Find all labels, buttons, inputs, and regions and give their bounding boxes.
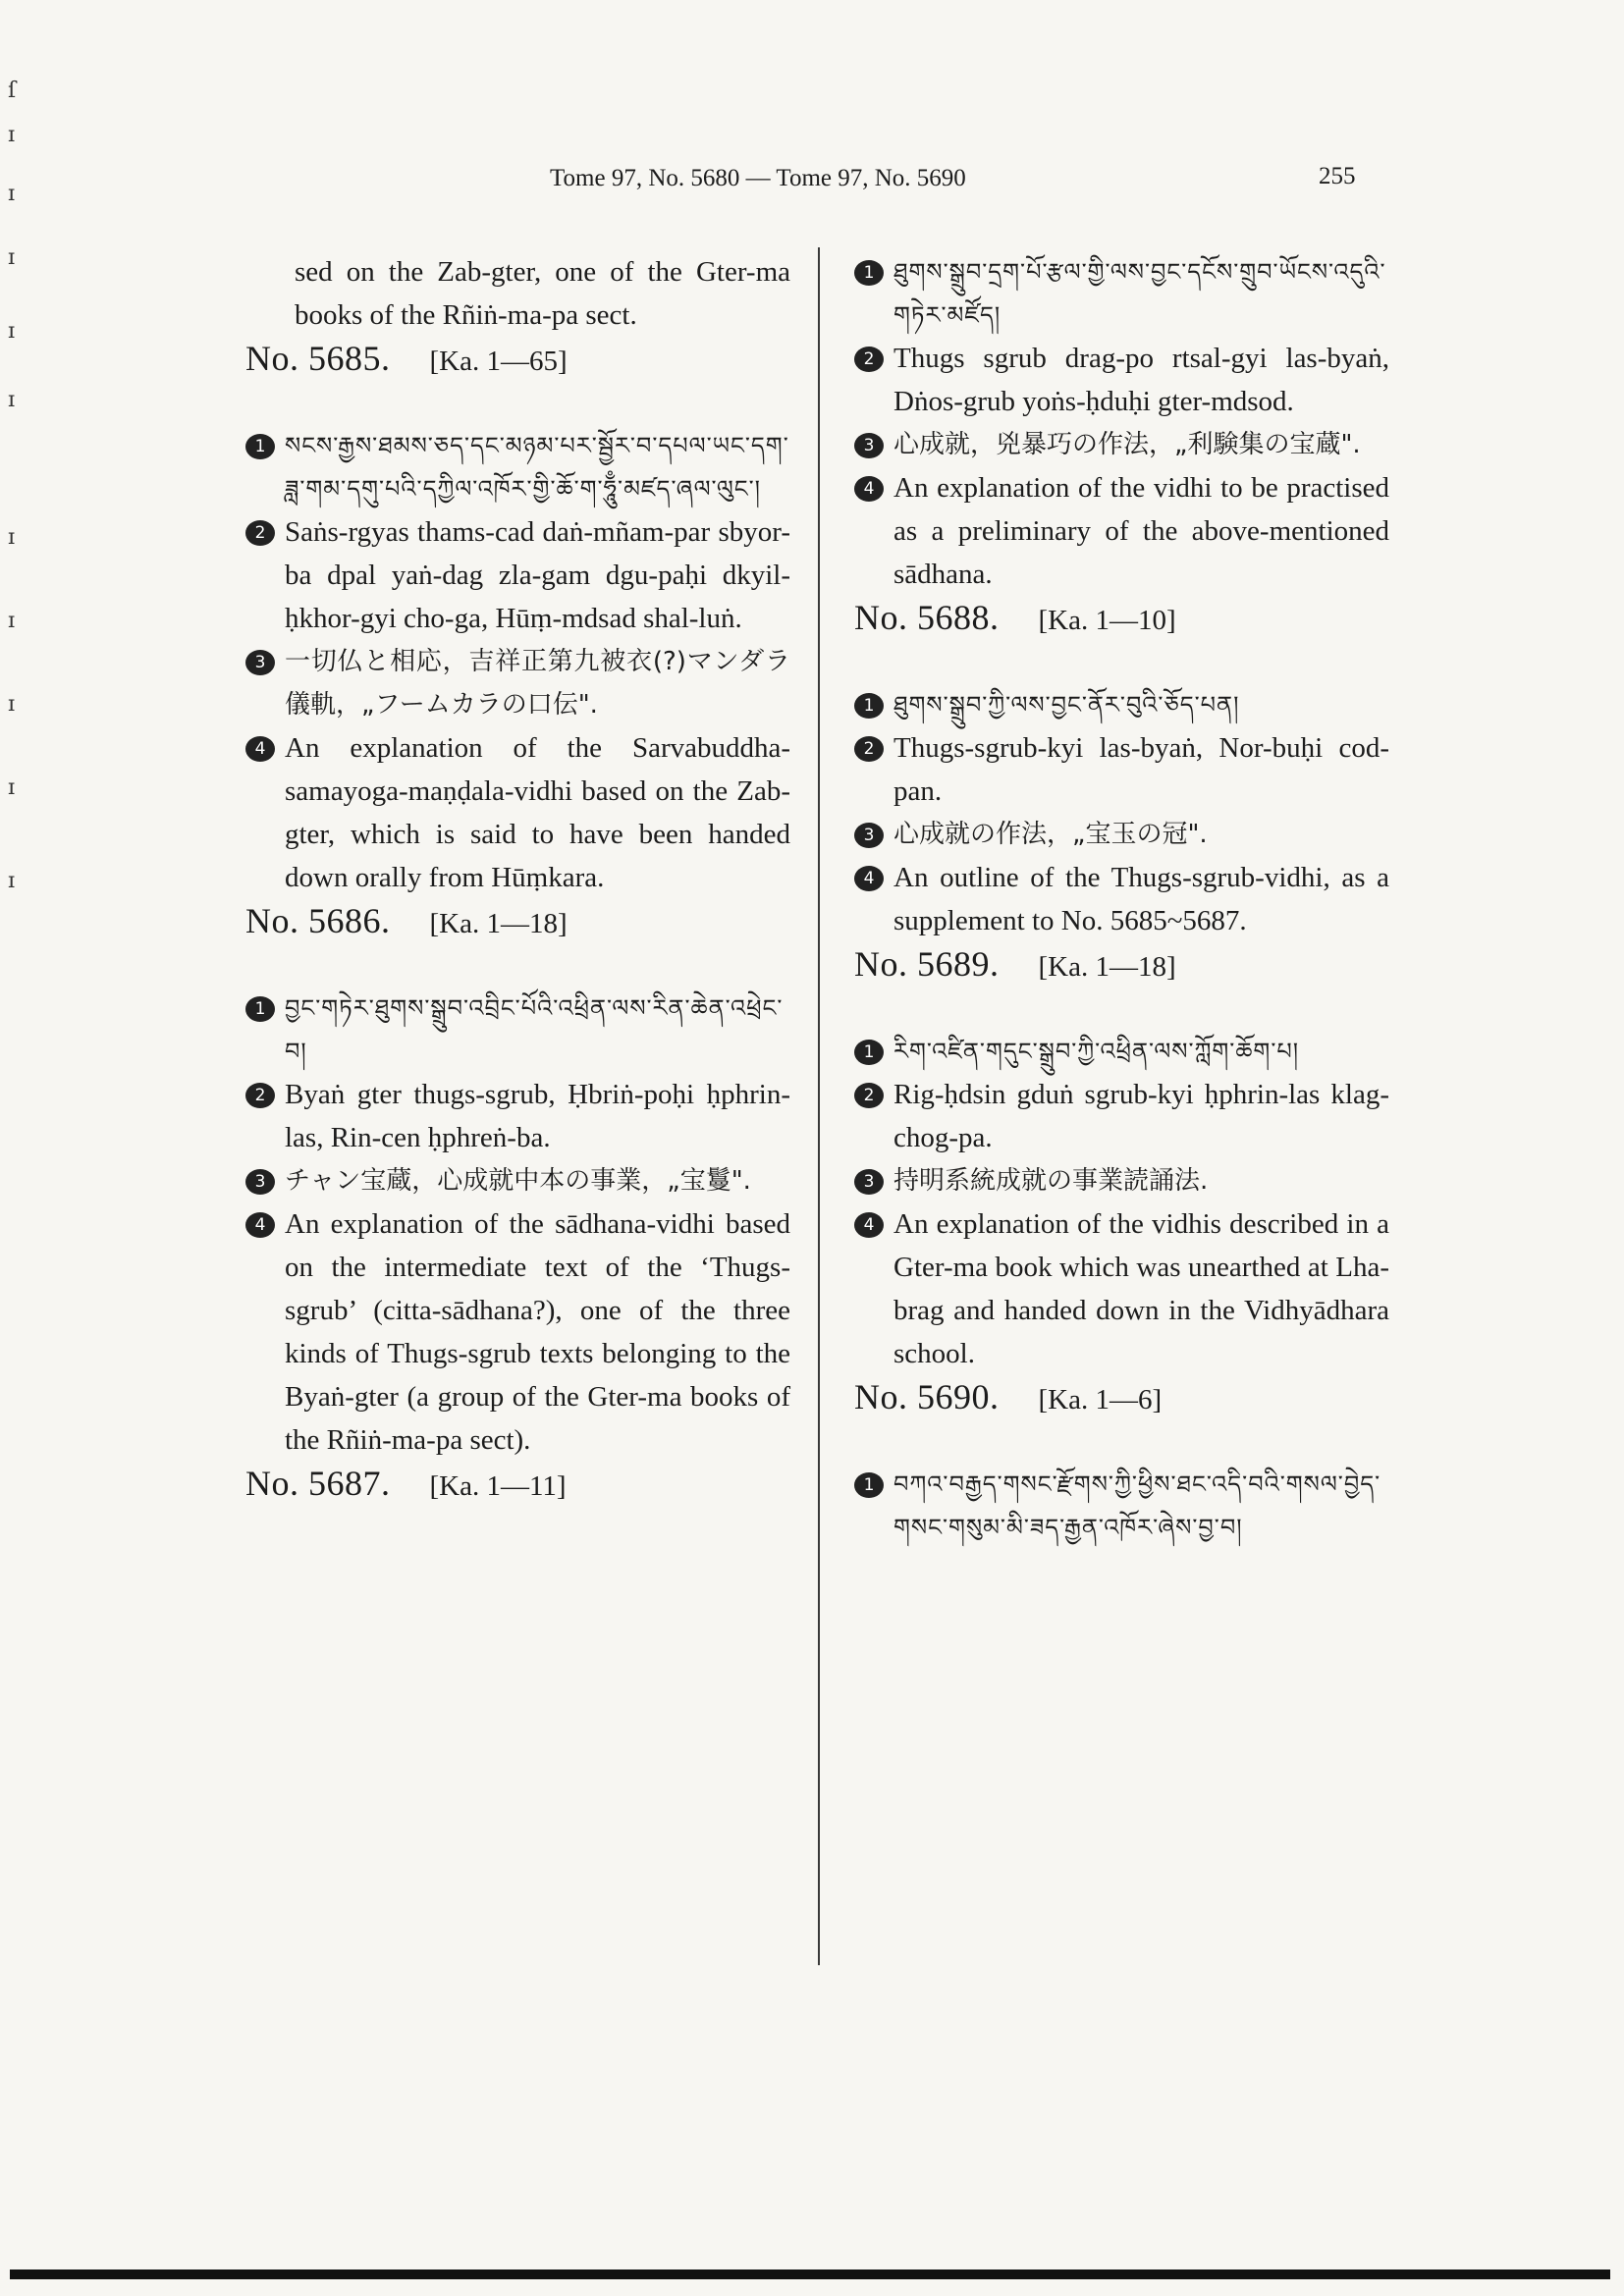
entry-item [854,1030,1389,1073]
tibetan-title: ཐུགས་སྒྲུབ་དྲག་པོ་རྩལ་གྱི་ལས་བྱང་དངོས་གྲུབ་ཡོངས་འདུའི་གཏེར་མཛོད། [893,258,1386,329]
entry-item [854,250,1389,337]
column-divider [818,247,820,1965]
entry-item [245,1159,790,1202]
circled-number-icon: 4 [854,476,884,502]
entry-item [245,424,790,510]
entry-reference: [Ka. 1—65] [429,346,568,377]
right-column [854,250,1389,1549]
circled-number-icon: 4 [854,1212,884,1238]
entry-reference: [Ka. 1—18] [1038,951,1176,983]
entry-item [245,1202,790,1462]
catalog-entry [854,250,1389,596]
entry-item [854,337,1389,423]
entry-number: No. 5687. [245,1464,391,1503]
circled-number-icon: 1 [854,260,884,286]
tibetan-title: བྱང་གཏེར་ཐུགས་སྒྲུབ་འབྲིང་པོའི་འཕྲིན་ལས་རིན་ཆེན་འཕྲེང་བ། [285,994,784,1065]
english-text: An explanation of the Sarvabuddha-samayoga-maṇḍala-vidhi based on the Zab-gter, which is said to have been handed down orally from Hūṃkara. [285,732,790,893]
right-entries [854,250,1389,1549]
page-number: 255 [1319,163,1356,189]
entry-reference: [Ka. 1—11] [429,1470,567,1502]
entry-heading [245,1462,790,1508]
left-margin-marks: ſ ɪ ɪ ɪ ɪ ɪ ɪ ɪ ɪ ɪ ɪ [8,79,17,893]
entry-item [854,1159,1389,1202]
entry-number: No. 5686. [245,901,391,940]
catalog-entry [854,596,1389,942]
english-text: Saṅs-rgyas thams-cad daṅ-mñam-par sbyor-ba dpal yaṅ-dag zla-gam dgu-paḥi dkyil-ḥkhor-gyi cho-ga, Hūṃ-mdsad shal-luṅ. [285,516,790,634]
japanese-title: 一切仏と相応，吉祥正第九被衣(?)マンダラ儀軌，„フームカラの口伝". [285,647,790,720]
tibetan-title: སངས་རྒྱས་ཐམས་ཅད་དང་མཉམ་པར་སྦྱོར་བ་དཔལ་ཡང་དག་ཟླ་གམ་དགུ་པའི་དཀྱིལ་འཁོར་གྱི་ཆོ་ག་ཧཱུྃ་མཛད་ཞལ་ལུང་། [285,432,789,503]
entry-number: No. 5690. [854,1377,1000,1416]
english-text: An explanation of the vidhi to be practised as a preliminary of the above-mentioned sādhana. [893,472,1389,590]
entry-item [854,1202,1389,1375]
entry-item [854,466,1389,596]
english-text: Thugs-sgrub-kyi las-byaṅ, Nor-buḥi cod-pan. [893,732,1389,807]
entry-heading [854,1375,1389,1421]
entry-heading [245,899,790,945]
english-text: Thugs sgrub drag-po rtsal-gyi las-byaṅ, Dṅos-grub yoṅs-ḥduḥi gter-mdsod. [893,343,1389,417]
entry-number: No. 5685. [245,339,391,378]
entry-item [245,987,790,1073]
entry-item [854,813,1389,856]
entry-item [854,856,1389,942]
circled-number-icon: 3 [854,1169,884,1195]
catalog-entry [245,899,790,1462]
circled-number-icon: 2 [854,1083,884,1108]
entry-reference: [Ka. 1—10] [1038,605,1176,636]
circled-number-icon: 1 [245,996,275,1022]
entry-item [854,423,1389,466]
left-column [245,250,790,1549]
circled-number-icon: 3 [245,1169,275,1195]
japanese-title: 持明系統成就の事業読誦法. [893,1166,1209,1196]
entry-item [854,726,1389,813]
english-text: An explanation of the sādhana-vidhi based on the intermediate text of the ‘Thugs-sgrub’ (citta-sādhana?), one of the three kinds of Thugs-sgrub texts belonging to the Byaṅ-gter (a group of the Gter-ma books of the Rñiṅ-ma-pa sect). [285,1208,790,1456]
circled-number-icon: 1 [854,693,884,719]
circled-number-icon: 3 [854,433,884,458]
circled-number-icon: 3 [245,650,275,675]
english-text: An explanation of the vidhis described in a Gter-ma book which was unearthed at Lha-brag and handed down in the Vidhyādhara school. [893,1208,1389,1369]
circled-number-icon: 1 [245,434,275,459]
catalog-entry [854,1375,1389,1549]
japanese-title: 心成就，兇暴巧の作法，„利験集の宝蔵". [893,430,1361,459]
left-entries [245,337,790,1508]
japanese-title: 心成就の作法，„宝玉の冠". [893,820,1208,849]
circled-number-icon: 4 [245,736,275,762]
entry-number: No. 5688. [854,598,1000,637]
intro-text: sed on the Zab-gter, one of the Gter-ma books of the Rñiṅ-ma-pa sect. [295,256,790,331]
entry-item [854,1463,1389,1549]
entry-number: No. 5689. [854,944,1000,984]
catalog-entry [245,1462,790,1508]
running-title: Tome 97, No. 5680 — Tome 97, No. 5690 [550,165,966,191]
circled-number-icon: 3 [854,823,884,848]
catalog-entry [854,942,1389,1375]
circled-number-icon: 2 [245,1083,275,1108]
entry-heading [854,942,1389,988]
tibetan-title: རིག་འཛིན་གདུང་སྒྲུབ་ཀྱི་འཕྲིན་ལས་ཀློག་ཆོག་པ། [893,1038,1300,1065]
entry-item [245,640,790,726]
entry-reference: [Ka. 1—6] [1038,1384,1163,1415]
entry-item [245,1073,790,1159]
entry-item [854,1073,1389,1159]
circled-number-icon: 4 [854,866,884,891]
circled-number-icon: 4 [245,1212,275,1238]
tibetan-title: བཀའ་བརྒྱད་གསང་རྫོགས་ཀྱི་ཕྱིས་ཐང་འདི་བའི་གསལ་བྱེད་གསང་གསུམ་མི་ཟད་རྒྱན་འཁོར་ཞེས་བྱ་བ། [893,1470,1381,1541]
circled-number-icon: 2 [854,347,884,372]
entry-heading [245,337,790,383]
circled-number-icon: 1 [854,1472,884,1498]
english-text: Byaṅ gter thugs-sgrub, Ḥbriṅ-poḥi ḥphrin-las, Rin-cen ḥphreṅ-ba. [285,1079,790,1153]
entry-heading [854,596,1389,642]
english-text: An outline of the Thugs-sgrub-vidhi, as a supplement to No. 5685~5687. [893,862,1389,936]
circled-number-icon: 1 [854,1040,884,1065]
entry-item [854,683,1389,726]
english-text: Rig-ḥdsin gduṅ sgrub-kyi ḥphrin-las klag-chog-pa. [893,1079,1389,1153]
japanese-title: チャン宝蔵，心成就中本の事業，„宝鬘". [285,1166,751,1196]
entry-item [245,726,790,899]
bottom-rule [10,2269,1610,2279]
entry-reference: [Ka. 1—18] [429,908,568,939]
entry-item [245,510,790,640]
catalog-entry [245,337,790,899]
tibetan-title: ཐུགས་སྒྲུབ་ཀྱི་ལས་བྱང་ནོར་བུའི་ཅོད་པན། [893,691,1240,719]
circled-number-icon: 2 [854,736,884,762]
circled-number-icon: 2 [245,520,275,546]
